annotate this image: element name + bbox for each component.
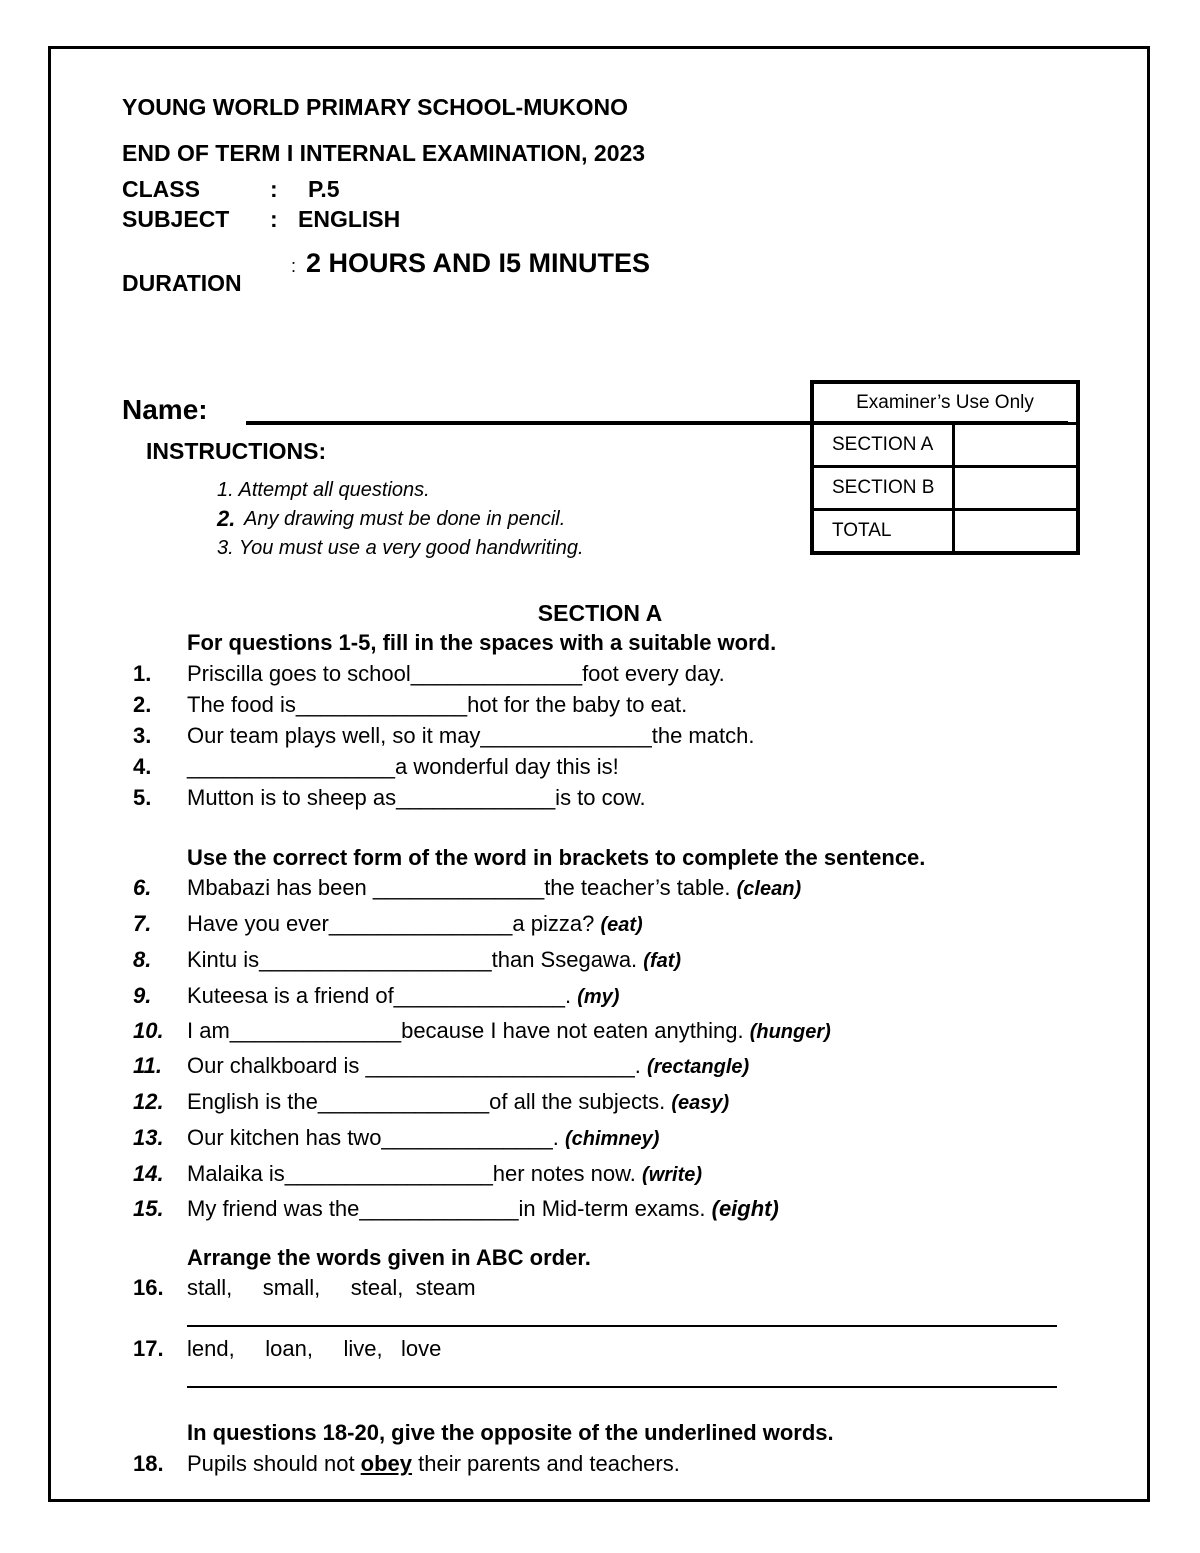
row-label-total: TOTAL [812, 510, 954, 554]
part4-heading: In questions 18-20, give the opposite of the underlined words. [187, 1420, 834, 1445]
score-section-b[interactable] [954, 467, 1079, 510]
subject-value: ENGLISH [298, 206, 401, 232]
examiner-table-title: Examiner’s Use Only [812, 382, 1078, 424]
duration-colon: : [291, 256, 297, 276]
exam-title: END OF TERM I INTERNAL EXAMINATION, 2023 [122, 140, 646, 166]
question-7: 7. Have you ever_______________a pizza? (eat) [133, 911, 643, 936]
score-section-a[interactable] [954, 424, 1079, 467]
instruction-2: Any drawing must be done in pencil. [244, 508, 566, 530]
question-8: 8. Kintu is___________________than Ssegawa. (fat) [133, 947, 682, 972]
subject-colon: : [270, 206, 278, 232]
part2-heading: Use the correct form of the word in brackets to complete the sentence. [187, 845, 926, 870]
instruction-1: 1. Attempt all questions. [217, 479, 430, 501]
question-10: 10. I am______________because I have not eaten anything. (hunger) [133, 1018, 831, 1043]
question-3: 3. Our team plays well, so it may______________the match. [133, 723, 755, 748]
answer-line-16[interactable] [187, 1325, 1057, 1327]
class-colon: : [270, 176, 278, 202]
question-12: 12. English is the______________of all the subjects. (easy) [133, 1089, 730, 1114]
underlined-word: obey [360, 1451, 413, 1476]
instruction-2-number: 2. [217, 506, 236, 531]
question-15: 15. My friend was the_____________in Mid-term exams. (eight) [133, 1196, 779, 1221]
duration-value: 2 HOURS AND I5 MINUTES [306, 248, 651, 278]
examiner-use-table [810, 380, 1080, 555]
question-9: 9. Kuteesa is a friend of______________. (my) [133, 983, 620, 1008]
question-16: 16. stall, small, steal, steam [133, 1275, 476, 1300]
class-label: CLASS [122, 176, 200, 202]
subject-label: SUBJECT [122, 206, 230, 232]
question-13: 13. Our kitchen has two______________. (chimney) [133, 1125, 660, 1150]
question-2: 2. The food is______________hot for the baby to eat. [133, 692, 688, 717]
question-14: 14. Malaika is_________________her notes now. (write) [133, 1161, 703, 1186]
name-label: Name: [122, 394, 208, 425]
duration-label: DURATION [122, 270, 242, 296]
part3-heading: Arrange the words given in ABC order. [187, 1245, 591, 1270]
section-a-title: SECTION A [537, 600, 663, 626]
question-1: 1. Priscilla goes to school______________foot every day. [133, 661, 725, 686]
part1-heading: For questions 1-5, fill in the spaces with a suitable word. [187, 630, 777, 655]
question-6: 6. Mbabazi has been ______________the teacher’s table. (clean) [133, 875, 802, 900]
class-value: P.5 [308, 176, 340, 202]
score-total[interactable] [954, 510, 1079, 554]
question-17: 17. lend, loan, live, love [133, 1336, 442, 1361]
row-label-section-b: SECTION B [812, 467, 954, 510]
question-11: 11. Our chalkboard is ______________________. (rectangle) [133, 1053, 750, 1078]
school-name: YOUNG WORLD PRIMARY SCHOOL-MUKONO [122, 94, 628, 120]
question-4: 4. _________________a wonderful day this is! [133, 754, 619, 779]
question-5: 5. Mutton is to sheep as_____________is to cow. [133, 785, 646, 810]
row-label-section-a: SECTION A [812, 424, 954, 467]
question-18: 18. Pupils should not obey their parents and teachers. [133, 1451, 680, 1476]
instructions-title: INSTRUCTIONS: [146, 438, 327, 464]
answer-line-17[interactable] [187, 1386, 1057, 1388]
instruction-3: 3. You must use a very good handwriting. [217, 537, 584, 559]
